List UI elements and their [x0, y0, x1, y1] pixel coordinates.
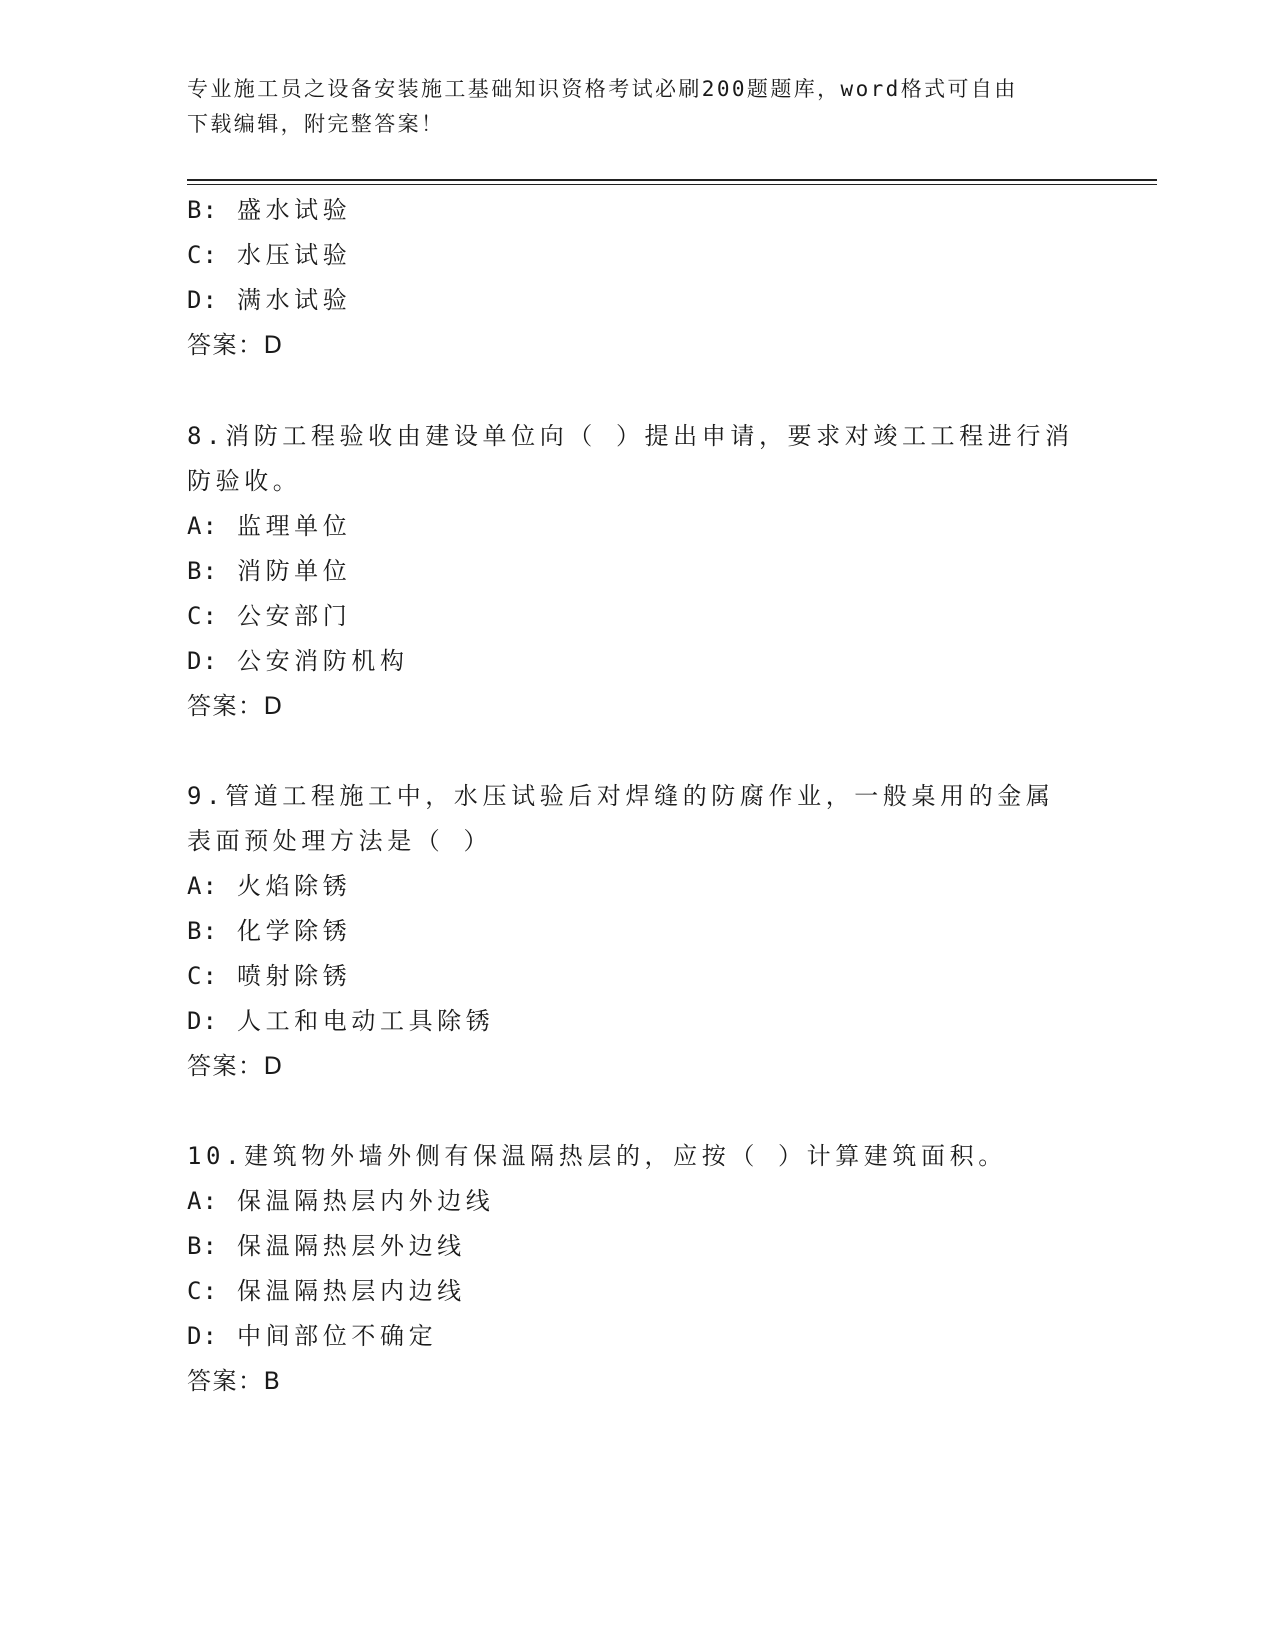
header-divider-thick	[187, 179, 1157, 181]
option-text: 保温隔热层外边线	[236, 1232, 466, 1260]
option-text: 水压试验	[236, 241, 352, 269]
option-text: 喷射除锈	[236, 962, 352, 990]
option-text: 火焰除锈	[236, 872, 352, 900]
option-label: A:	[187, 512, 218, 540]
q7-option-b	[187, 190, 351, 230]
q8-option-a	[187, 506, 351, 546]
q7-option-d	[187, 280, 351, 320]
q10-answer: 答案：B	[187, 1367, 282, 1395]
q7-answer: 答案：D	[187, 331, 284, 359]
option-label: D:	[187, 286, 218, 314]
option-label: B:	[187, 1232, 218, 1260]
option-text: 监理单位	[236, 512, 352, 540]
q10-stem-line-1: 10.建筑物外墙外侧有保温隔热层的，应按（ ）计算建筑面积。	[187, 1142, 1007, 1170]
q10-option-d	[187, 1316, 437, 1356]
option-label: C:	[187, 241, 218, 269]
q9-option-d	[187, 1001, 494, 1041]
q10-option-b	[187, 1226, 466, 1266]
option-text: 公安消防机构	[236, 647, 409, 675]
q8-stem-line-2: 防验收。	[187, 467, 302, 495]
option-text: 人工和电动工具除锈	[236, 1007, 495, 1035]
header-line-2: 下载编辑，附完整答案！	[187, 112, 445, 136]
q9-option-b	[187, 911, 351, 951]
option-label: D:	[187, 1007, 218, 1035]
option-text: 中间部位不确定	[236, 1322, 438, 1350]
option-text: 满水试验	[236, 286, 352, 314]
option-text: 化学除锈	[236, 917, 352, 945]
option-text: 消防单位	[236, 557, 352, 585]
option-label: C:	[187, 962, 218, 990]
q8-answer: 答案：D	[187, 692, 284, 720]
q9-answer: 答案：D	[187, 1052, 284, 1080]
q8-stem-line-1: 8.消防工程验收由建设单位向（ ）提出申请，要求对竣工工程进行消	[187, 422, 1074, 450]
option-label: C:	[187, 602, 218, 630]
option-label: D:	[187, 1322, 218, 1350]
option-label: A:	[187, 872, 218, 900]
option-label: A:	[187, 1187, 218, 1215]
q9-option-c	[187, 956, 351, 996]
q7-option-c	[187, 235, 351, 275]
option-text: 盛水试验	[236, 196, 352, 224]
q9-stem-line-1: 9.管道工程施工中，水压试验后对焊缝的防腐作业，一般桌用的金属	[187, 782, 1055, 810]
q9-option-a	[187, 866, 351, 906]
option-label: B:	[187, 917, 218, 945]
header-line-1: 专业施工员之设备安装施工基础知识资格考试必刷200题题库，word格式可自由	[187, 77, 1018, 101]
option-label: B:	[187, 196, 218, 224]
option-text: 公安部门	[236, 602, 352, 630]
q9-stem-line-2: 表面预处理方法是（ ）	[187, 827, 493, 855]
q10-option-c	[187, 1271, 466, 1311]
q8-option-b	[187, 551, 351, 591]
option-label: C:	[187, 1277, 218, 1305]
option-text: 保温隔热层内边线	[236, 1277, 466, 1305]
header-divider-thin	[187, 184, 1157, 185]
q10-option-a	[187, 1181, 494, 1221]
q8-option-c	[187, 596, 351, 636]
option-label: D:	[187, 647, 218, 675]
q8-option-d	[187, 641, 409, 681]
document-header	[187, 72, 1067, 142]
option-text: 保温隔热层内外边线	[236, 1187, 495, 1215]
option-label: B:	[187, 557, 218, 585]
